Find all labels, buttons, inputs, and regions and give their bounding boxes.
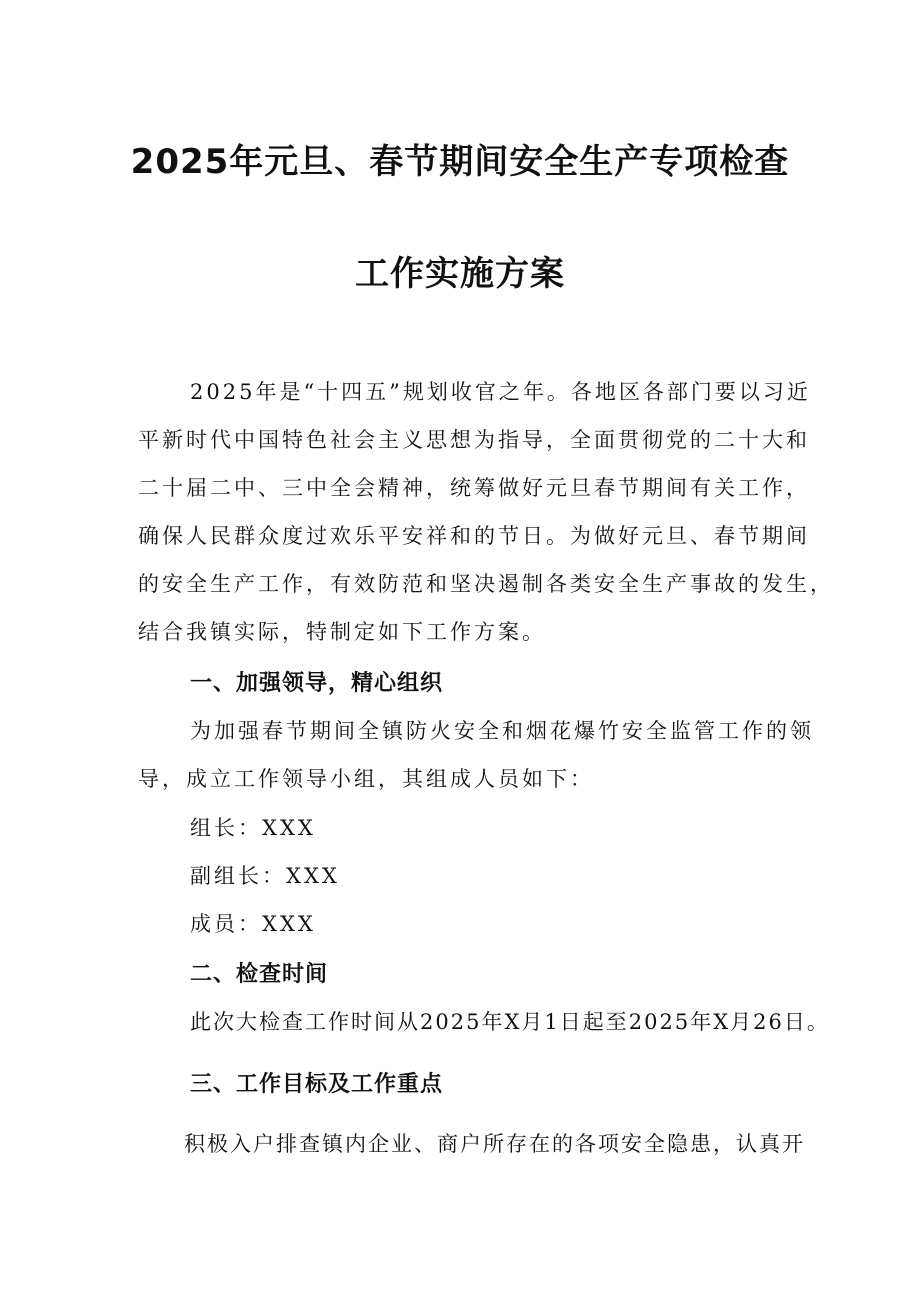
- intro-line: 2025年是“十四五”规划收官之年。各地区各部门要以习近: [190, 380, 811, 404]
- members-line: 成员：XXX: [190, 912, 316, 936]
- section1-line: 为加强春节期间全镇防火安全和烟花爆竹安全监管工作的领: [190, 719, 814, 743]
- section2-line: 此次大检查工作时间从2025年X月1日起至2025年X月26日。: [190, 1010, 830, 1034]
- intro-line: 二十届二中、三中全会精神，统筹做好元旦春节期间有关工作，: [138, 476, 810, 500]
- deputy-leader-line: 副组长：XXX: [190, 864, 340, 888]
- section3-line: 积极入户排查镇内企业、商户所存在的各项安全隐患，认真开: [184, 1132, 805, 1156]
- section1-line: 导，成立工作领导小组，其组成人员如下：: [138, 767, 594, 791]
- intro-line: 确保人民群众度过欢乐平安祥和的节日。为做好元旦、春节期间: [138, 524, 810, 548]
- document-title-line1: 2025年元旦、春节期间安全生产专项检查: [130, 142, 790, 182]
- document-title-line2: 工作实施方案: [355, 254, 565, 294]
- section1-heading: 一、加强领导，精心组织: [190, 671, 444, 696]
- section3-heading: 三、工作目标及工作重点: [190, 1072, 444, 1097]
- intro-line: 的安全生产工作，有效防范和坚决遏制各类安全生产事故的发生，: [138, 572, 834, 596]
- intro-line: 平新时代中国特色社会主义思想为指导，全面贯彻党的二十大和: [138, 428, 810, 452]
- leader-line: 组长：XXX: [190, 816, 316, 840]
- section2-heading: 二、检查时间: [190, 962, 329, 987]
- intro-line: 结合我镇实际，特制定如下工作方案。: [138, 620, 546, 644]
